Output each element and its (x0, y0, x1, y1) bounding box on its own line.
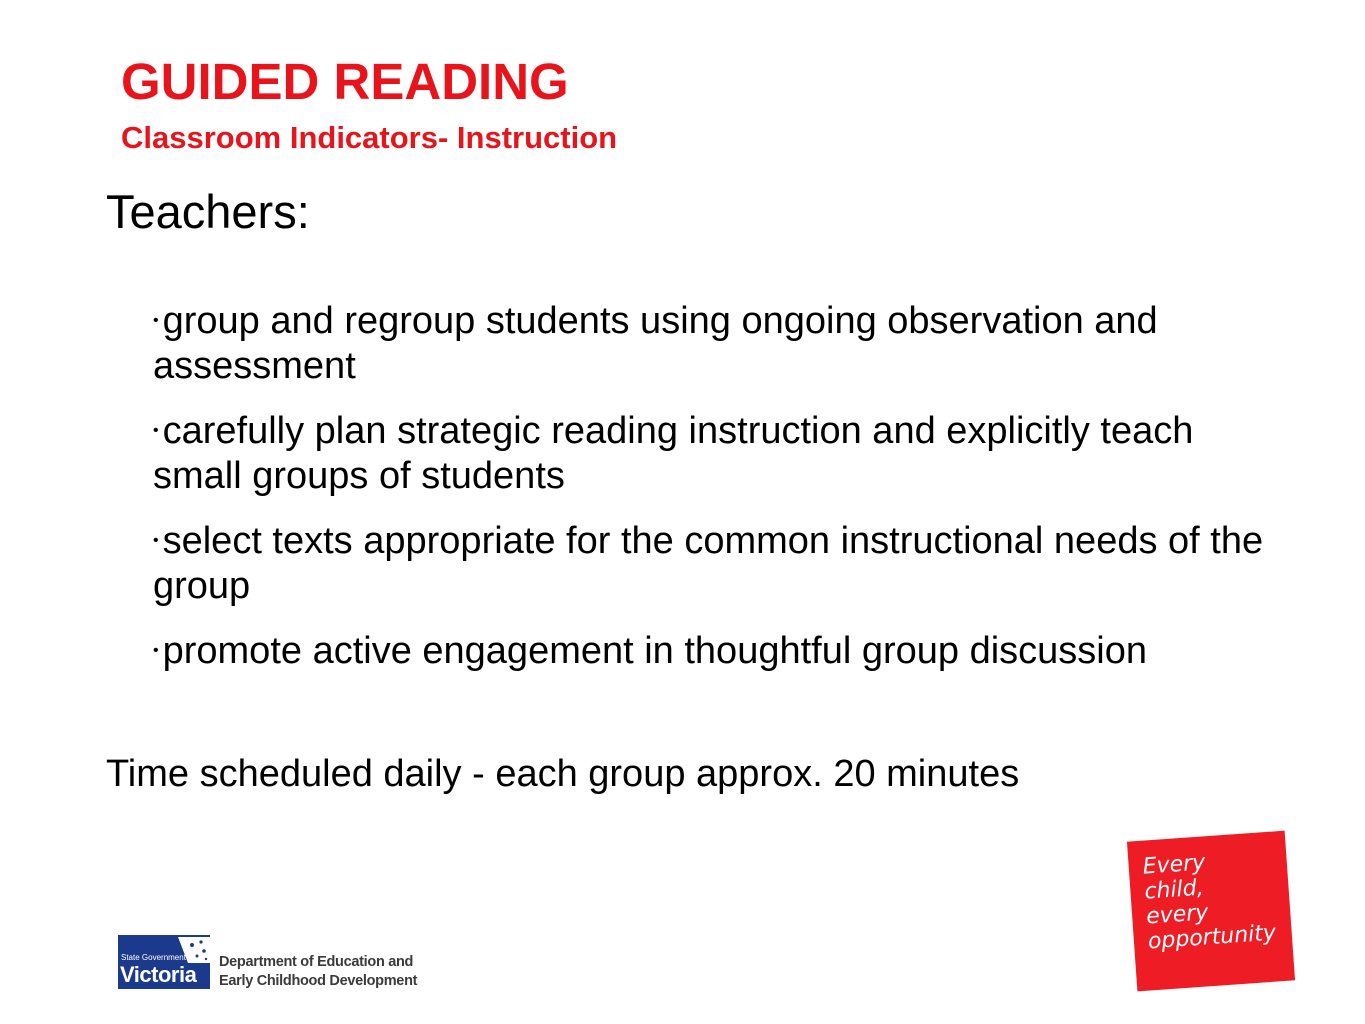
department-line-1: Department of Education and (219, 954, 414, 970)
bullet-icon: • (153, 312, 159, 329)
list-item-text: promote active engagement in thoughtful group discussion (162, 630, 1148, 672)
slide-subtitle: Classroom Indicators- Instruction (121, 120, 618, 155)
badge-line-1: Every (1141, 850, 1207, 880)
state-government-label: State Government (121, 953, 186, 962)
bullet-icon: • (153, 422, 159, 439)
bullet-list (153, 298, 1273, 693)
list-item-text: group and regroup students using ongoing observation and assessment (153, 300, 1158, 387)
badge-line-2: child, (1143, 875, 1205, 905)
badge-line-3: every (1145, 900, 1210, 930)
badge-slogan (1142, 846, 1277, 955)
department-name (219, 953, 417, 991)
badge-line-4: opportunity (1147, 920, 1277, 955)
bullet-icon: • (153, 532, 159, 549)
intro-heading: Teachers: (106, 185, 310, 238)
victoria-logo (118, 935, 418, 991)
list-item (153, 408, 1273, 499)
department-line-2: Early Childhood Development (219, 973, 418, 989)
victoria-label: Victoria (120, 962, 197, 987)
list-item (153, 518, 1273, 609)
list-item-text: select texts appropriate for the common instructional needs of the group (153, 520, 1264, 607)
list-item (153, 298, 1273, 389)
slide-title: GUIDED READING (121, 53, 569, 110)
list-item-text: carefully plan strategic reading instruction and explicitly teach small groups of students (153, 410, 1194, 497)
bullet-icon: • (153, 642, 159, 659)
schedule-note: Time scheduled daily - each group approx. 20 minutes (106, 753, 1020, 795)
victoria-logo-box (118, 935, 210, 989)
list-item (153, 628, 1273, 674)
every-child-badge (1127, 831, 1295, 992)
